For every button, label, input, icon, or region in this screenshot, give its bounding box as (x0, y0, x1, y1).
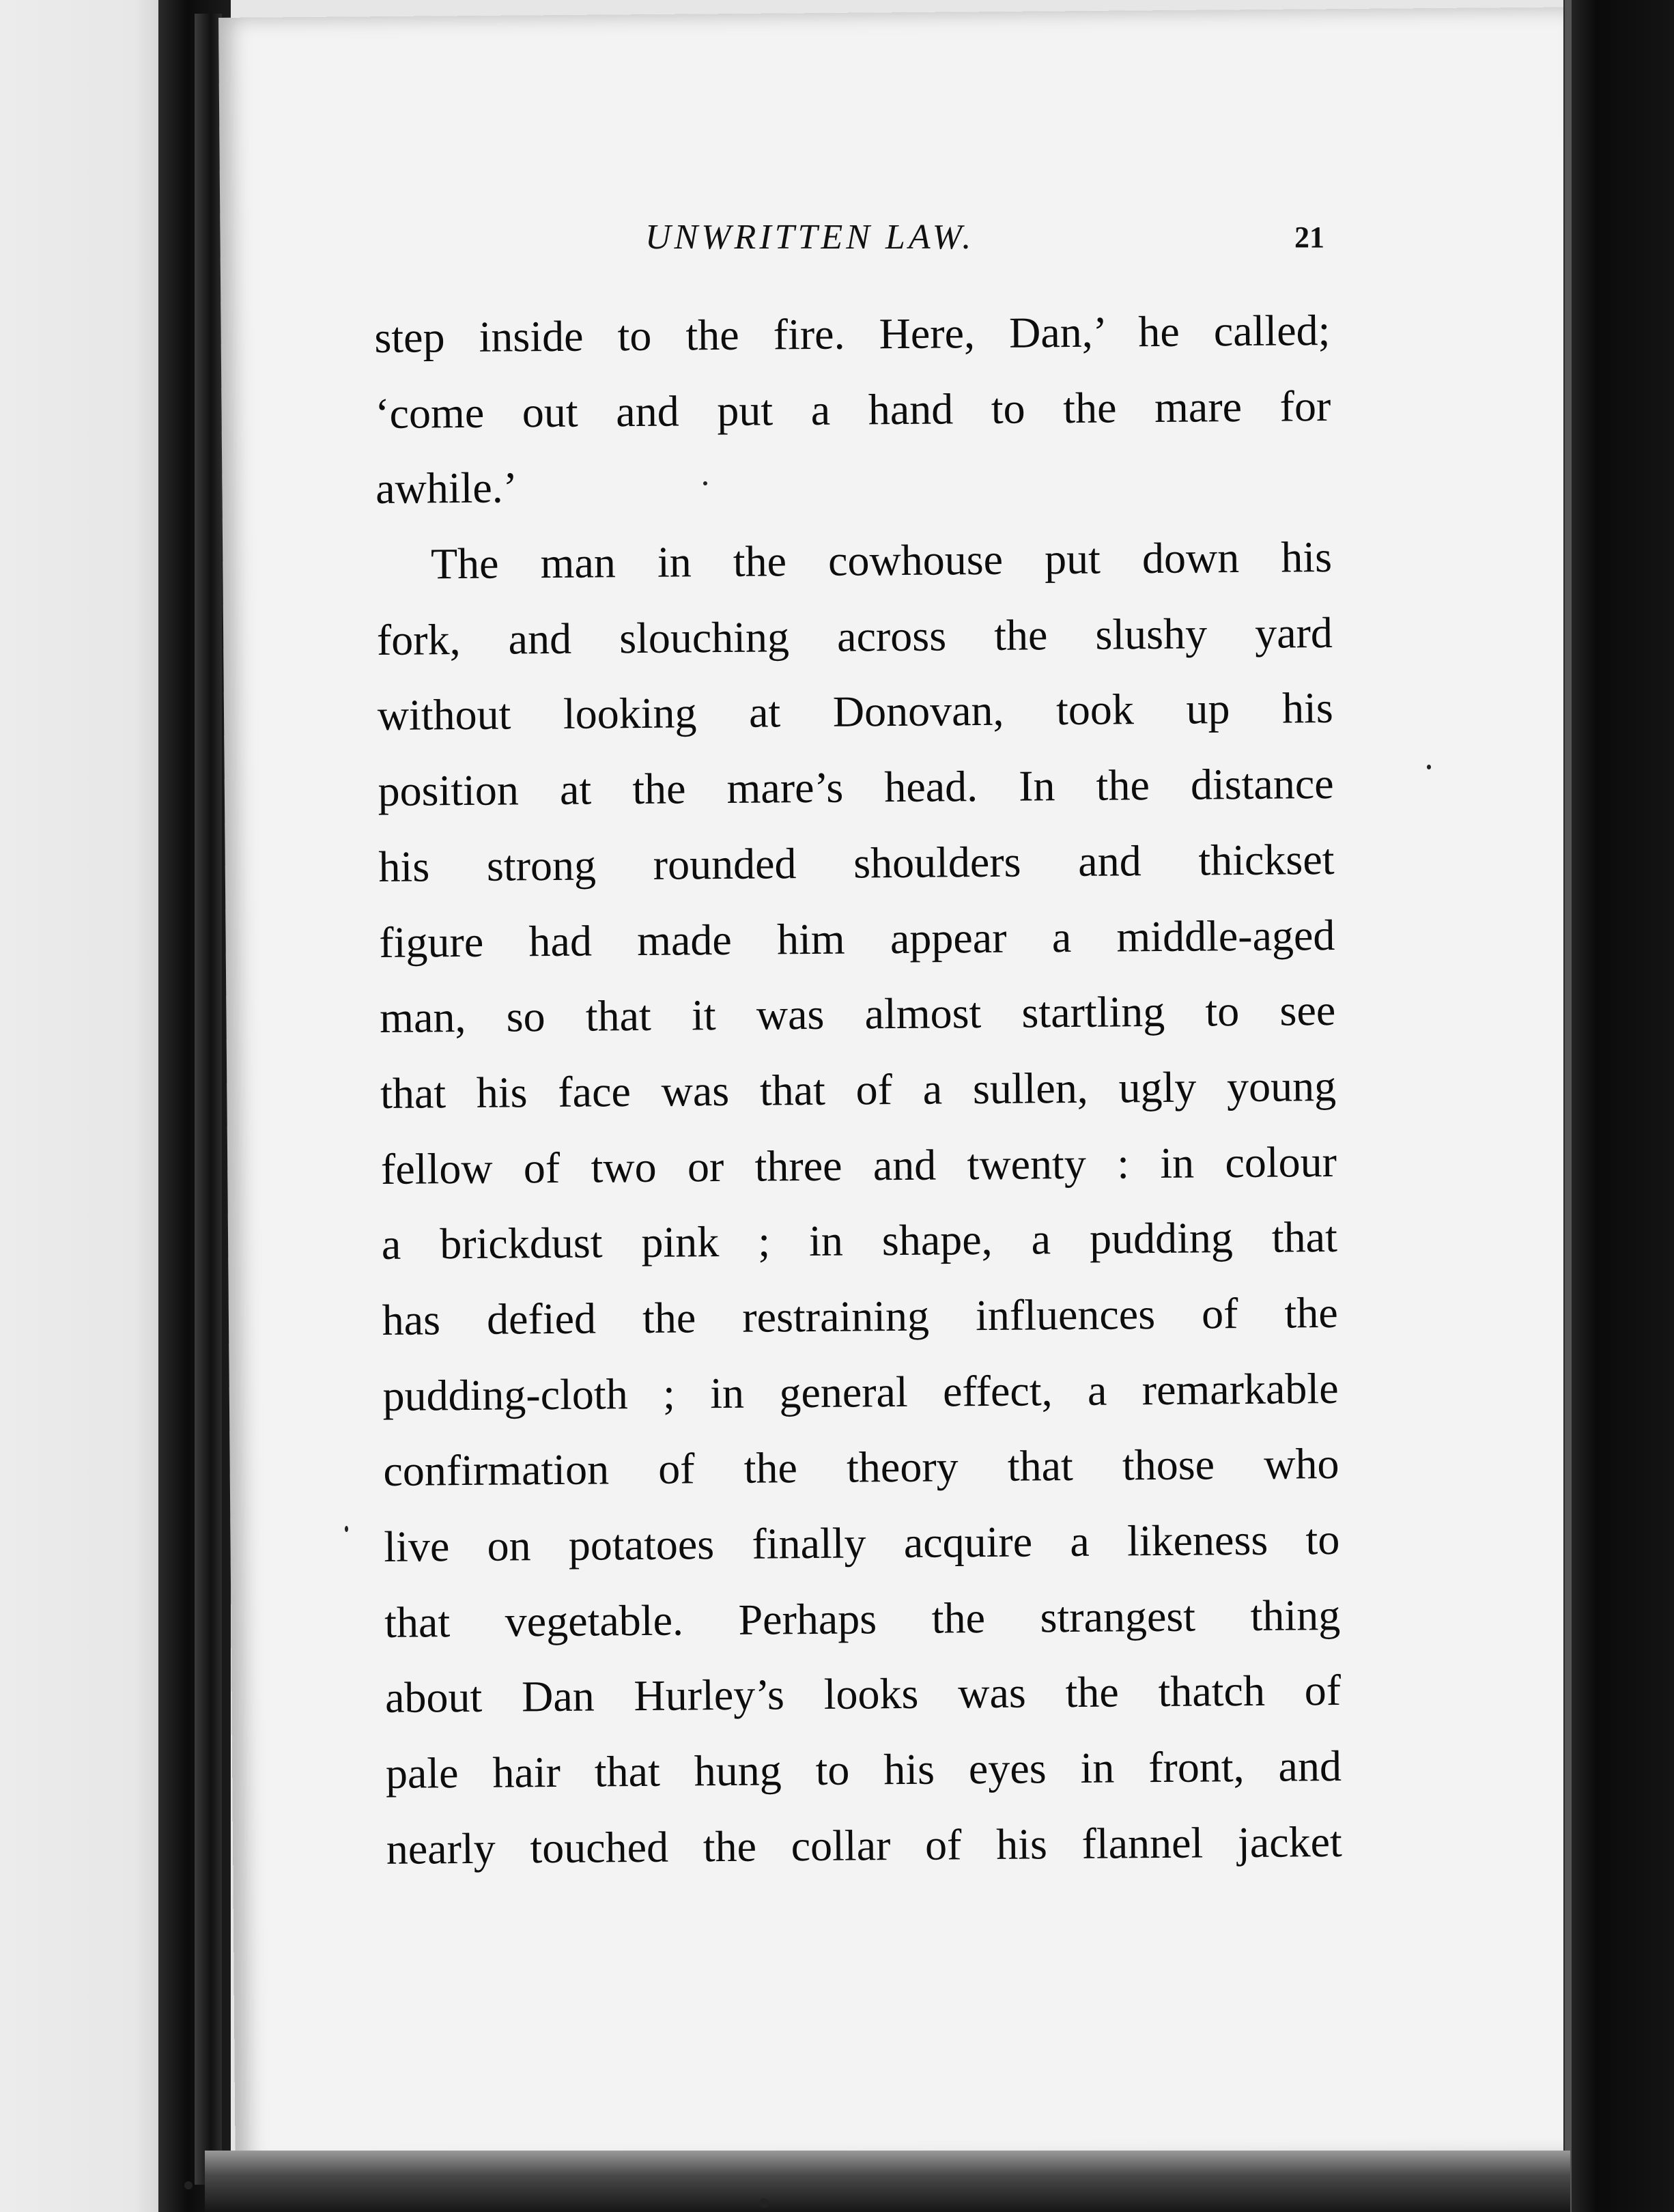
scan-speck (703, 481, 707, 485)
page-number: 21 (1294, 221, 1324, 254)
text-line: his strong rounded shoulders and thickset (378, 834, 1335, 891)
text-line: that vegetable. Perhaps the strangest thing (384, 1590, 1341, 1647)
running-head (410, 217, 1324, 265)
scan-speck (759, 2198, 769, 2208)
scan-speck (345, 1526, 348, 1532)
text-line: pale hair that hung to his eyes in front, and (385, 1742, 1342, 1798)
text-line: awhile.’ (375, 463, 518, 513)
text-line: has defied the restraining influences of the (382, 1288, 1338, 1344)
text-line: The man in the cowhouse put down his (430, 533, 1333, 589)
text-line: pudding-cloth ; in general effect, a remarkable (382, 1363, 1339, 1420)
page-edge-highlight (1565, 0, 1572, 2212)
text-line: that his face was that of a sullen, ugly young (380, 1061, 1337, 1118)
text-line: step inside to the fire. Here, Dan,’ he called; (374, 306, 1331, 362)
text-line: without looking at Donovan, took up his (377, 683, 1334, 740)
facing-page-edge (0, 0, 167, 2212)
scan-speck (184, 2181, 193, 2189)
scan-speck (1427, 765, 1431, 769)
text-line: a brickdust pink ; in shape, a pudding that (381, 1213, 1338, 1269)
text-line: confirmation of the theory that those who (383, 1439, 1339, 1496)
bottom-border (205, 2151, 1570, 2212)
text-line: fork, and slouching across the slushy yard (376, 608, 1333, 664)
running-title: UNWRITTEN LAW. (645, 218, 975, 257)
text-line: fellow of two or three and twenty : in colour (380, 1137, 1337, 1193)
text-line: nearly touched the collar of his flannel jacket (386, 1817, 1343, 1873)
gutter-shadow (195, 14, 222, 2185)
text-line: figure had made him appear a middle-aged (379, 910, 1335, 967)
text-line: man, so that it was almost startling to see (379, 986, 1336, 1043)
body-text (374, 293, 1342, 1887)
text-line: live on potatoes finally acquire a likeness to (384, 1514, 1340, 1571)
right-border (1563, 0, 1674, 2212)
text-line: about Dan Hurley’s looks was the thatch of (384, 1666, 1342, 1722)
text-line: position at the mare’s head. In the distance (378, 759, 1334, 816)
text-line: ‘come out and put a hand to the mare for (375, 381, 1331, 438)
